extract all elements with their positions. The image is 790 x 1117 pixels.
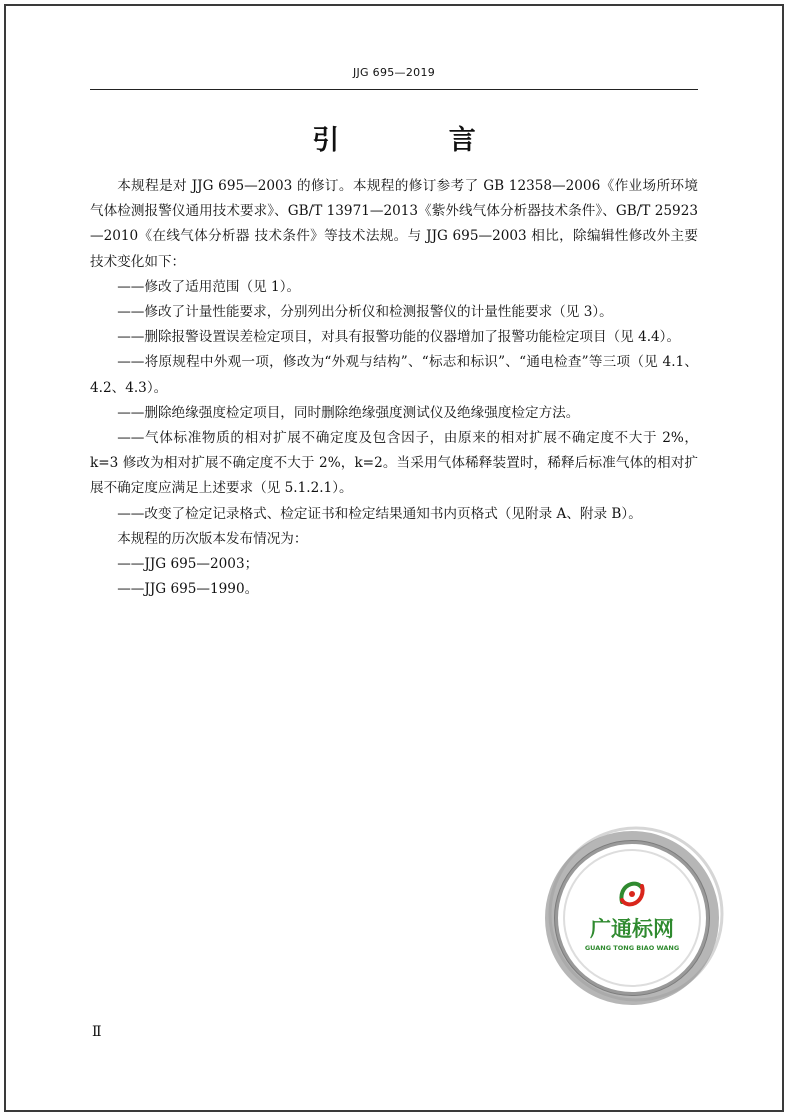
- running-header: JJG 695—2019: [352, 66, 436, 79]
- watermark-logo: [540, 824, 725, 1009]
- watermark-name: 广通标网: [590, 917, 674, 941]
- paragraph: ——修改了适用范围（见 1）。: [117, 278, 301, 295]
- paragraph: 本规程的历次版本发布情况为：: [117, 530, 308, 547]
- paragraph: ——修改了计量性能要求，分别列出分析仪和检测报警仪的计量性能要求（见 3）。: [117, 304, 613, 321]
- header-rule: [90, 89, 698, 90]
- page-title: 引 言: [312, 125, 526, 156]
- watermark-subtitle: GUANG TONG BIAO WANG: [584, 944, 680, 952]
- paragraph: ——改变了检定记录格式、检定证书和检定结果通知书内页格式（见附录 A、附录 B）。: [117, 505, 642, 522]
- page-number: Ⅱ: [92, 1024, 102, 1040]
- paragraph: ——JJG 695—2003；: [117, 556, 259, 573]
- body-text: [90, 174, 698, 602]
- paragraph: ——气体标准物质的相对扩展不确定度及包含因子，由原来的相对扩展不确定度不大于 2%，k=3 修改为相对扩展不确定度不大于 2%，k=2。当采用气体稀释装置时，稀释后标准气体的相对扩展不确定度应满足上述要求（见 5.1.2.1）。: [90, 430, 698, 497]
- paragraph: 本规程是对 JJG 695—2003 的修订。本规程的修订参考了 GB 12358—2006《作业场所环境气体检测报警仪通用技术要求》、GB/T 13971—2013《紫外线气体分析器技术条件》、GB/T 25923—2010《在线气体分析器 技术条件》等技术法规。与 JJG 695—2003 相比，除编辑性修改外主要技术变化如下：: [90, 178, 698, 270]
- paragraph: ——删除绝缘强度检定项目，同时删除绝缘强度测试仪及绝缘强度检定方法。: [117, 404, 580, 421]
- paragraph: ——将原规程中外观一项，修改为“外观与结构”、“标志和标识”、“通电检查”等三项（见 4.1、4.2、4.3）。: [90, 354, 698, 396]
- watermark-seal-icon: [540, 824, 725, 1009]
- paragraph: ——删除报警设置误差检定项目，对具有报警功能的仪器增加了报警功能检定项目（见 4.4）。: [117, 329, 681, 346]
- paragraph: ——JJG 695—1990。: [117, 581, 259, 598]
